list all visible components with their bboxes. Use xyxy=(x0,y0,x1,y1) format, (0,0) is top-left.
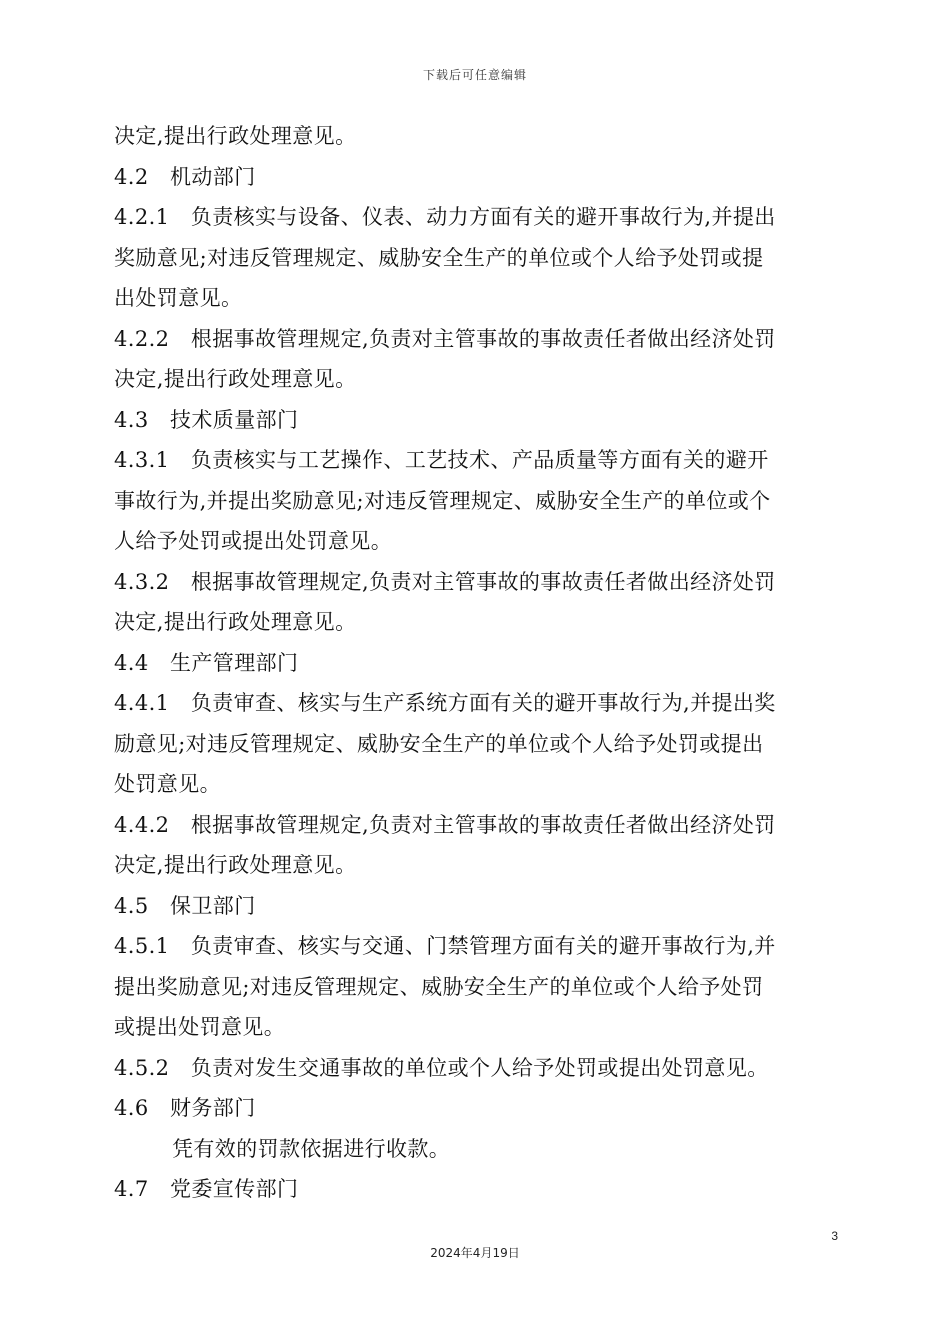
text-line: 处罚意见。 xyxy=(114,772,221,796)
page-number: 3 xyxy=(831,1229,838,1243)
section-heading: 4.2 机动部门 xyxy=(114,164,256,189)
text-line: 4.2.2 根据事故管理规定,负责对主管事故的事故责任者做出经济处罚 xyxy=(114,326,776,351)
text-line: 决定,提出行政处理意见。 xyxy=(114,124,357,148)
page-header: 下载后可任意编辑 xyxy=(422,68,527,82)
text-line-indented: 凭有效的罚款依据进行收款。 xyxy=(172,1136,451,1161)
text-line: 奖励意见;对违反管理规定、威胁安全生产的单位或个人给予处罚或提 xyxy=(114,245,764,270)
text-line: 4.2.1 负责核实与设备、仪表、动力方面有关的避开事故行为,并提出 xyxy=(114,205,776,229)
text-line: 决定,提出行政处理意见。 xyxy=(114,367,357,391)
document-body xyxy=(114,116,838,1210)
text-line: 4.5.2 负责对发生交通事故的单位或个人给予处罚或提出处罚意见。 xyxy=(114,1055,769,1080)
text-line: 4.3.1 负责核实与工艺操作、工艺技术、产品质量等方面有关的避开 xyxy=(114,448,769,472)
text-line: 决定,提出行政处理意见。 xyxy=(114,610,357,634)
text-line: 或提出处罚意见。 xyxy=(114,1015,286,1039)
page-footer-date: 2024年4月19日 xyxy=(430,1246,520,1260)
text-line: 励意见;对违反管理规定、威胁安全生产的单位或个人给予处罚或提出 xyxy=(114,731,764,756)
section-heading: 4.3 技术质量部门 xyxy=(114,407,299,432)
text-line: 出处罚意见。 xyxy=(114,286,243,310)
text-line: 4.3.2 根据事故管理规定,负责对主管事故的事故责任者做出经济处罚 xyxy=(114,569,776,594)
text-line: 决定,提出行政处理意见。 xyxy=(114,853,357,877)
text-line: 4.4.2 根据事故管理规定,负责对主管事故的事故责任者做出经济处罚 xyxy=(114,812,776,837)
text-line: 人给予处罚或提出处罚意见。 xyxy=(114,529,393,553)
section-heading: 4.5 保卫部门 xyxy=(114,893,256,918)
section-heading: 4.4 生产管理部门 xyxy=(114,650,299,675)
section-heading: 4.6 财务部门 xyxy=(114,1096,256,1120)
text-line: 4.4.1 负责审查、核实与生产系统方面有关的避开事故行为,并提出奖 xyxy=(114,691,776,715)
section-heading: 4.7 党委宣传部门 xyxy=(114,1177,299,1201)
text-line: 事故行为,并提出奖励意见;对违反管理规定、威胁安全生产的单位或个 xyxy=(114,488,771,513)
text-line: 提出奖励意见;对违反管理规定、威胁安全生产的单位或个人给予处罚 xyxy=(114,974,764,999)
text-line: 4.5.1 负责审查、核实与交通、门禁管理方面有关的避开事故行为,并 xyxy=(114,934,776,958)
